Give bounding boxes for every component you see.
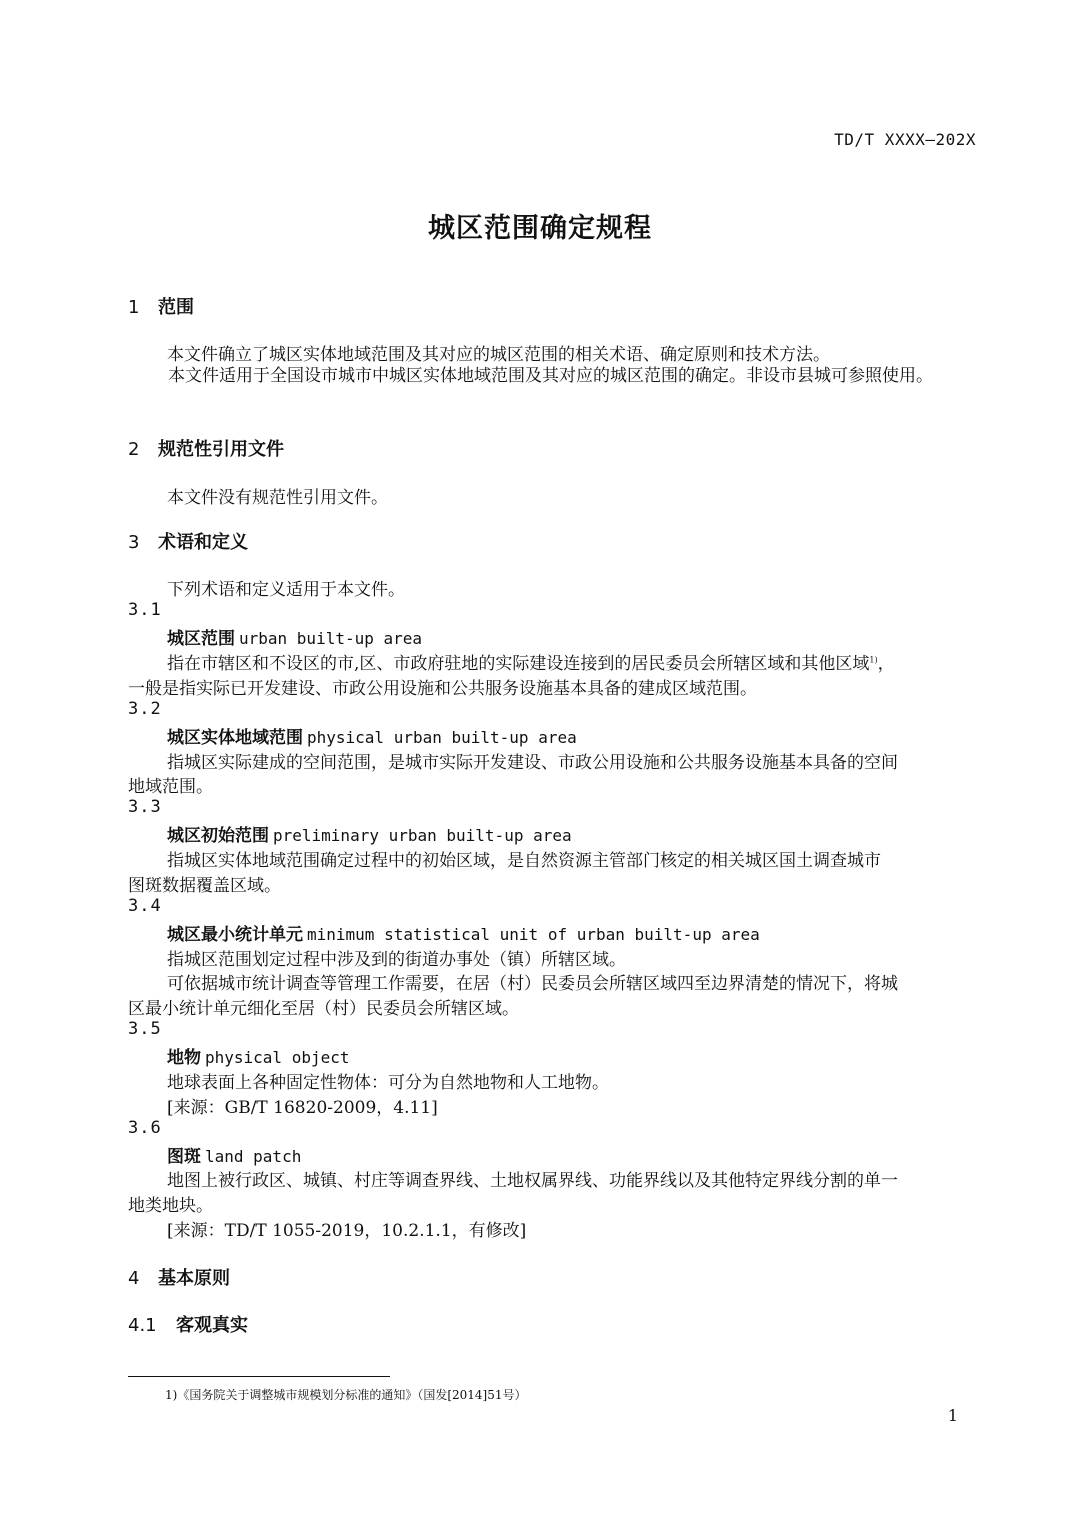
definition-punct: ， — [877, 654, 895, 674]
definition: 地球表面上各种固定性物体：可分为自然地物和人工地物。 — [167, 1073, 609, 1093]
term-en: urban built-up area — [239, 629, 423, 648]
term-en: physical object — [205, 1048, 350, 1067]
section-title: 术语和定义 — [158, 532, 248, 553]
term-zh: 图斑 — [167, 1147, 201, 1167]
paragraph: 本文件适用于全国设市城市中城区实体地域范围及其对应的城区范围的确定。非设市县城可参照使用。 — [168, 366, 933, 386]
paragraph: 下列术语和定义适用于本文件。 — [167, 580, 405, 600]
definition: 图斑数据覆盖区域。 — [128, 876, 281, 896]
source-citation: [来源：GB/T 16820-2009，4.11] — [167, 1098, 438, 1118]
section-2-heading — [128, 435, 284, 461]
term-zh: 城区初始范围 — [167, 826, 269, 846]
paragraph: 本文件确立了城区实体地域范围及其对应的城区范围的相关术语、确定原则和技术方法。 — [167, 345, 830, 365]
term-number: 3.3 — [128, 797, 162, 817]
definition: 地图上被行政区、城镇、村庄等调查界线、土地权属界线、功能界线以及其他特定界线分割的单一 — [167, 1171, 898, 1191]
term-number: 3.6 — [128, 1118, 162, 1138]
term-number: 3.4 — [128, 896, 162, 916]
paragraph: 本文件没有规范性引用文件。 — [167, 488, 388, 508]
term-zh: 城区范围 — [167, 629, 235, 649]
definition: 指城区范围划定过程中涉及到的街道办事处（镇）所辖区域。 — [167, 950, 626, 970]
term-number: 3.2 — [128, 699, 162, 719]
term-heading — [167, 1043, 350, 1068]
section-number: 4.1 — [128, 1315, 157, 1336]
term-en: land patch — [205, 1147, 302, 1166]
definition: 指城区实体地域范围确定过程中的初始区域，是自然资源主管部门核定的相关城区国土调查城市 — [167, 851, 881, 871]
definition: 一般是指实际已开发建设、市政公用设施和公共服务设施基本具备的建成区域范围。 — [128, 679, 757, 699]
subsection-4-1-heading — [128, 1311, 248, 1337]
definition: 区最小统计单元细化至居（村）民委员会所辖区域。 — [128, 999, 519, 1019]
definition: 指城区实际建成的空间范围，是城市实际开发建设、市政公用设施和公共服务设施基本具备的空间 — [167, 753, 898, 773]
term-zh: 城区最小统计单元 — [167, 925, 303, 945]
term-heading — [167, 624, 422, 649]
section-title: 客观真实 — [176, 1315, 248, 1336]
term-heading — [167, 1142, 301, 1167]
footnote-divider — [128, 1376, 390, 1377]
document-code: TD/T XXXX—202X — [834, 130, 976, 149]
definition — [167, 649, 895, 674]
term-heading — [167, 920, 760, 945]
term-en: physical urban built-up area — [307, 728, 577, 747]
section-4-heading — [128, 1264, 230, 1290]
term-number: 3.5 — [128, 1019, 162, 1039]
page-title: 城区范围确定规程 — [428, 213, 652, 244]
section-title: 范围 — [158, 297, 194, 318]
term-heading — [167, 723, 577, 748]
definition-text: 指在市辖区和不设区的市,区、市政府驻地的实际建设连接到的居民委员会所辖区域和其他区域 — [167, 654, 870, 674]
term-en: minimum statistical unit of urban built-up area — [307, 925, 760, 944]
section-title: 基本原则 — [158, 1268, 230, 1289]
footnote-reference: 1) — [869, 655, 878, 665]
definition: 地类地块。 — [128, 1196, 213, 1216]
section-number: 3 — [128, 532, 140, 553]
section-3-heading — [128, 528, 248, 554]
definition: 可依据城市统计调查等管理工作需要，在居（村）民委员会所辖区域四至边界清楚的情况下，将城 — [167, 974, 898, 994]
section-title: 规范性引用文件 — [158, 439, 284, 460]
section-number: 2 — [128, 439, 140, 460]
term-en: preliminary urban built-up area — [273, 826, 572, 845]
section-number: 1 — [128, 297, 140, 318]
footnote: 1)《国务院关于调整城市规模划分标准的通知》（国发[2014]51号） — [165, 1388, 527, 1402]
source-citation: [来源：TD/T 1055-2019，10.2.1.1，有修改] — [167, 1221, 527, 1241]
definition: 地域范围。 — [128, 777, 213, 797]
term-zh: 城区实体地域范围 — [167, 728, 303, 748]
term-zh: 地物 — [167, 1048, 201, 1068]
page-number: 1 — [947, 1406, 958, 1425]
term-number: 3.1 — [128, 600, 162, 620]
section-1-heading — [128, 293, 194, 319]
section-number: 4 — [128, 1268, 140, 1289]
term-heading — [167, 821, 572, 846]
